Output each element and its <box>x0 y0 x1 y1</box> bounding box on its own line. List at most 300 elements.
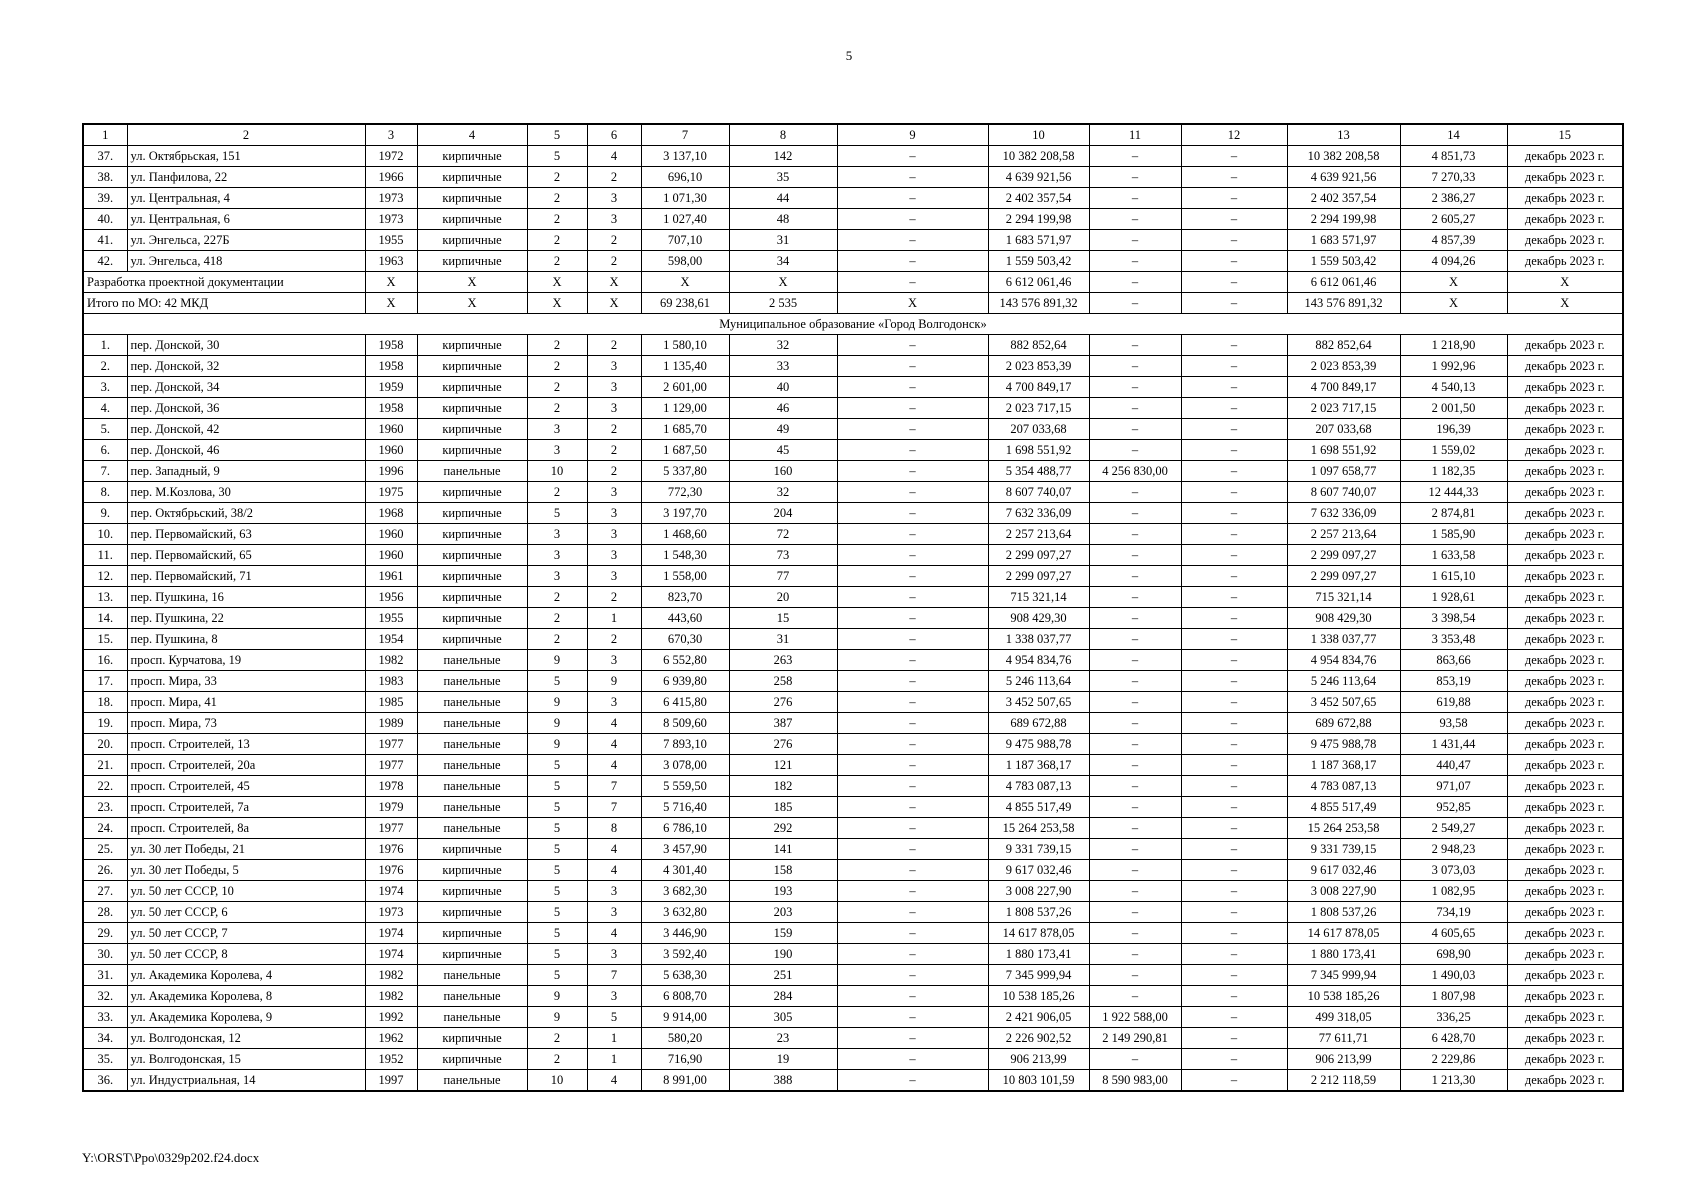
data-cell: 15 <box>729 608 837 629</box>
data-cell: – <box>1089 839 1181 860</box>
table-row <box>83 1049 1623 1070</box>
row-number-cell: 1. <box>83 335 127 356</box>
table-row <box>83 167 1623 188</box>
data-cell: 1 808 537,26 <box>1287 902 1400 923</box>
table-row <box>83 461 1623 482</box>
data-cell: – <box>837 944 988 965</box>
data-cell: 2 226 902,52 <box>988 1028 1089 1049</box>
column-number-cell: 14 <box>1400 124 1507 146</box>
address-cell: ул. Центральная, 4 <box>127 188 365 209</box>
data-cell: 1974 <box>365 923 417 944</box>
data-cell: 670,30 <box>641 629 729 650</box>
data-cell: 1 071,30 <box>641 188 729 209</box>
data-cell: – <box>1181 944 1287 965</box>
data-cell: 3 452 507,65 <box>1287 692 1400 713</box>
data-cell: декабрь 2023 г. <box>1507 146 1623 167</box>
data-cell: 2 299 097,27 <box>988 545 1089 566</box>
data-cell: – <box>837 986 988 1007</box>
data-cell: 1 683 571,97 <box>1287 230 1400 251</box>
data-cell: 772,30 <box>641 482 729 503</box>
address-cell: просп. Курчатова, 19 <box>127 650 365 671</box>
data-cell: 1 687,50 <box>641 440 729 461</box>
data-cell: 4 855 517,49 <box>1287 797 1400 818</box>
data-cell: 6 428,70 <box>1400 1028 1507 1049</box>
data-cell: – <box>1089 419 1181 440</box>
data-cell: – <box>837 377 988 398</box>
data-cell: – <box>1089 251 1181 272</box>
table-row <box>83 398 1623 419</box>
data-cell: 2 <box>527 335 587 356</box>
data-cell: 19 <box>729 1049 837 1070</box>
column-number-cell: 13 <box>1287 124 1400 146</box>
data-cell: 1 559,02 <box>1400 440 1507 461</box>
data-cell: кирпичные <box>417 188 527 209</box>
address-cell: просп. Мира, 41 <box>127 692 365 713</box>
data-cell: 204 <box>729 503 837 524</box>
data-cell: – <box>1089 398 1181 419</box>
data-cell: 10 382 208,58 <box>988 146 1089 167</box>
data-cell: 3 <box>527 545 587 566</box>
data-cell: 23 <box>729 1028 837 1049</box>
data-cell: декабрь 2023 г. <box>1507 692 1623 713</box>
column-number-cell: 6 <box>587 124 641 146</box>
table-row <box>83 650 1623 671</box>
table-row <box>83 944 1623 965</box>
data-cell: кирпичные <box>417 566 527 587</box>
data-cell: 2 149 290,81 <box>1089 1028 1181 1049</box>
data-cell: 4 954 834,76 <box>988 650 1089 671</box>
column-number-cell: 3 <box>365 124 417 146</box>
data-cell: 3 398,54 <box>1400 608 1507 629</box>
address-cell: ул. 50 лет СССР, 10 <box>127 881 365 902</box>
data-cell: 443,60 <box>641 608 729 629</box>
data-cell: – <box>1181 860 1287 881</box>
data-cell: 6 415,80 <box>641 692 729 713</box>
data-cell: декабрь 2023 г. <box>1507 944 1623 965</box>
data-cell: 2 023 717,15 <box>988 398 1089 419</box>
data-cell: 190 <box>729 944 837 965</box>
address-cell: ул. 30 лет Победы, 21 <box>127 839 365 860</box>
data-cell: – <box>837 545 988 566</box>
data-cell: 2 605,27 <box>1400 209 1507 230</box>
table-row <box>83 1070 1623 1092</box>
data-cell: 3 <box>527 524 587 545</box>
data-cell: – <box>1089 986 1181 1007</box>
data-cell: 8 <box>587 818 641 839</box>
data-cell: 2 023 717,15 <box>1287 398 1400 419</box>
data-cell: – <box>837 650 988 671</box>
data-cell: – <box>837 608 988 629</box>
data-cell: X <box>365 272 417 293</box>
data-cell: 1973 <box>365 188 417 209</box>
data-cell: 3 <box>587 503 641 524</box>
data-cell: – <box>1181 1028 1287 1049</box>
data-cell: 1963 <box>365 251 417 272</box>
row-number-cell: 40. <box>83 209 127 230</box>
data-cell: – <box>1181 818 1287 839</box>
data-cell: 33 <box>729 356 837 377</box>
data-cell: 4 <box>587 1070 641 1092</box>
data-cell: 9 <box>527 1007 587 1028</box>
row-number-cell: 9. <box>83 503 127 524</box>
data-cell: 10 <box>527 461 587 482</box>
data-cell: – <box>837 839 988 860</box>
row-number-cell: 10. <box>83 524 127 545</box>
data-cell: декабрь 2023 г. <box>1507 503 1623 524</box>
data-cell: – <box>1089 524 1181 545</box>
data-cell: декабрь 2023 г. <box>1507 965 1623 986</box>
data-cell: – <box>1089 440 1181 461</box>
data-cell: 45 <box>729 440 837 461</box>
data-cell: 251 <box>729 965 837 986</box>
data-cell: 1952 <box>365 1049 417 1070</box>
summary-label-cell: Разработка проектной документации <box>83 272 365 293</box>
data-cell: кирпичные <box>417 944 527 965</box>
data-cell: 8 607 740,07 <box>1287 482 1400 503</box>
address-cell: ул. Энгельса, 227Б <box>127 230 365 251</box>
data-cell: – <box>1089 608 1181 629</box>
data-cell: – <box>1089 650 1181 671</box>
data-cell: 1955 <box>365 608 417 629</box>
row-number-cell: 42. <box>83 251 127 272</box>
data-cell: 9 <box>527 650 587 671</box>
address-cell: ул. 50 лет СССР, 8 <box>127 944 365 965</box>
data-cell: 2 874,81 <box>1400 503 1507 524</box>
data-cell: 1 338 037,77 <box>1287 629 1400 650</box>
data-cell: 141 <box>729 839 837 860</box>
data-cell: 2 601,00 <box>641 377 729 398</box>
data-cell: 159 <box>729 923 837 944</box>
data-cell: 2 <box>527 1028 587 1049</box>
data-cell: панельные <box>417 713 527 734</box>
data-cell: – <box>837 923 988 944</box>
data-cell: 10 538 185,26 <box>1287 986 1400 1007</box>
row-number-cell: 24. <box>83 818 127 839</box>
data-cell: 9 617 032,46 <box>988 860 1089 881</box>
data-cell: 15 264 253,58 <box>988 818 1089 839</box>
data-cell: – <box>1181 503 1287 524</box>
data-cell: – <box>1181 419 1287 440</box>
data-cell: 2 001,50 <box>1400 398 1507 419</box>
data-cell: 143 576 891,32 <box>1287 293 1400 314</box>
data-cell: кирпичные <box>417 881 527 902</box>
data-cell: – <box>837 797 988 818</box>
data-cell: 9 <box>527 734 587 755</box>
data-cell: 3 592,40 <box>641 944 729 965</box>
data-cell: 10 538 185,26 <box>988 986 1089 1007</box>
data-cell: 4 <box>587 860 641 881</box>
data-cell: 2 <box>587 251 641 272</box>
table-row <box>83 881 1623 902</box>
data-cell: 2 <box>527 629 587 650</box>
data-cell: 185 <box>729 797 837 818</box>
data-cell: 707,10 <box>641 230 729 251</box>
data-cell: 3 073,03 <box>1400 860 1507 881</box>
address-cell: просп. Строителей, 13 <box>127 734 365 755</box>
table-row <box>83 419 1623 440</box>
data-cell: – <box>837 335 988 356</box>
data-cell: 182 <box>729 776 837 797</box>
data-cell: 715 321,14 <box>988 587 1089 608</box>
data-cell: – <box>837 419 988 440</box>
row-number-cell: 8. <box>83 482 127 503</box>
data-cell: 2 <box>587 629 641 650</box>
data-cell: 72 <box>729 524 837 545</box>
column-number-cell: 7 <box>641 124 729 146</box>
data-cell: 4 301,40 <box>641 860 729 881</box>
data-cell: 69 238,61 <box>641 293 729 314</box>
data-cell: – <box>1181 545 1287 566</box>
data-cell: декабрь 2023 г. <box>1507 461 1623 482</box>
data-cell: 305 <box>729 1007 837 1028</box>
data-cell: 5 <box>527 860 587 881</box>
data-cell: панельные <box>417 650 527 671</box>
data-cell: 715 321,14 <box>1287 587 1400 608</box>
data-cell: 1997 <box>365 1070 417 1092</box>
row-number-cell: 25. <box>83 839 127 860</box>
address-cell: пер. Пушкина, 16 <box>127 587 365 608</box>
address-cell: пер. Октябрьский, 38/2 <box>127 503 365 524</box>
data-cell: 440,47 <box>1400 755 1507 776</box>
data-cell: X <box>365 293 417 314</box>
data-cell: панельные <box>417 671 527 692</box>
data-cell: 1 187 368,17 <box>988 755 1089 776</box>
data-cell: 8 607 740,07 <box>988 482 1089 503</box>
data-cell: 1958 <box>365 335 417 356</box>
data-cell: – <box>1181 650 1287 671</box>
data-cell: X <box>1400 272 1507 293</box>
data-cell: 49 <box>729 419 837 440</box>
data-cell: декабрь 2023 г. <box>1507 629 1623 650</box>
data-cell: 10 <box>527 1070 587 1092</box>
data-cell: 863,66 <box>1400 650 1507 671</box>
address-cell: просп. Мира, 33 <box>127 671 365 692</box>
data-cell: 3 632,80 <box>641 902 729 923</box>
data-cell: – <box>837 188 988 209</box>
data-cell: 2 <box>527 608 587 629</box>
data-cell: – <box>1089 587 1181 608</box>
data-cell: 12 444,33 <box>1400 482 1507 503</box>
data-cell: 1960 <box>365 419 417 440</box>
data-cell: декабрь 2023 г. <box>1507 377 1623 398</box>
data-cell: 5 <box>527 881 587 902</box>
table-row <box>83 755 1623 776</box>
data-cell: панельные <box>417 986 527 1007</box>
data-cell: 7 893,10 <box>641 734 729 755</box>
data-cell: кирпичные <box>417 398 527 419</box>
data-cell: – <box>1089 146 1181 167</box>
design-documentation-row <box>83 272 1623 293</box>
data-cell: панельные <box>417 692 527 713</box>
data-cell: 1973 <box>365 209 417 230</box>
table-row <box>83 1007 1623 1028</box>
data-cell: 823,70 <box>641 587 729 608</box>
address-cell: ул. Волгодонская, 12 <box>127 1028 365 1049</box>
data-cell: 7 345 999,94 <box>1287 965 1400 986</box>
data-cell: 284 <box>729 986 837 1007</box>
data-cell: 2 386,27 <box>1400 188 1507 209</box>
data-cell: кирпичные <box>417 587 527 608</box>
data-cell: 5 638,30 <box>641 965 729 986</box>
data-cell: – <box>837 167 988 188</box>
data-cell: 1 <box>587 1049 641 1070</box>
data-cell: 121 <box>729 755 837 776</box>
data-cell: 2 <box>587 461 641 482</box>
row-number-cell: 6. <box>83 440 127 461</box>
column-number-row <box>83 124 1623 146</box>
data-cell: 2 <box>587 335 641 356</box>
data-cell: 3 <box>587 524 641 545</box>
page-number: 5 <box>845 48 853 63</box>
data-cell: – <box>1089 1049 1181 1070</box>
data-cell: 2 212 118,59 <box>1287 1070 1400 1092</box>
data-cell: 4 <box>587 146 641 167</box>
data-cell: 2 <box>527 377 587 398</box>
data-cell: декабрь 2023 г. <box>1507 188 1623 209</box>
data-cell: 1977 <box>365 818 417 839</box>
data-cell: декабрь 2023 г. <box>1507 986 1623 1007</box>
data-cell: – <box>1181 1007 1287 1028</box>
data-cell: панельные <box>417 818 527 839</box>
data-cell: – <box>1089 818 1181 839</box>
data-cell: 1989 <box>365 713 417 734</box>
address-cell: пер. Пушкина, 22 <box>127 608 365 629</box>
data-cell: 3 <box>587 650 641 671</box>
table-row <box>83 629 1623 650</box>
row-number-cell: 17. <box>83 671 127 692</box>
data-cell: 32 <box>729 482 837 503</box>
data-cell: 2 <box>587 419 641 440</box>
table-body <box>83 124 1623 1091</box>
data-cell: 3 <box>587 377 641 398</box>
data-cell: – <box>837 209 988 230</box>
data-cell: 2 549,27 <box>1400 818 1507 839</box>
table-row <box>83 671 1623 692</box>
data-cell: кирпичные <box>417 335 527 356</box>
data-cell: 1977 <box>365 734 417 755</box>
data-cell: – <box>1181 881 1287 902</box>
data-cell: – <box>1089 482 1181 503</box>
data-cell: – <box>1181 188 1287 209</box>
data-cell: 689 672,88 <box>1287 713 1400 734</box>
row-number-cell: 34. <box>83 1028 127 1049</box>
data-cell: – <box>1181 734 1287 755</box>
data-cell: кирпичные <box>417 377 527 398</box>
table-row <box>83 986 1623 1007</box>
data-cell: – <box>837 818 988 839</box>
data-cell: – <box>837 587 988 608</box>
address-cell: пер. Донской, 34 <box>127 377 365 398</box>
data-cell: 4 256 830,00 <box>1089 461 1181 482</box>
data-cell: – <box>1181 398 1287 419</box>
data-cell: 5 <box>527 923 587 944</box>
data-cell: X <box>587 272 641 293</box>
data-cell: кирпичные <box>417 839 527 860</box>
data-cell: – <box>1181 902 1287 923</box>
data-cell: X <box>417 272 527 293</box>
data-cell: 716,90 <box>641 1049 729 1070</box>
address-cell: ул. 50 лет СССР, 7 <box>127 923 365 944</box>
data-cell: – <box>837 1007 988 1028</box>
address-cell: ул. Академика Королева, 8 <box>127 986 365 1007</box>
data-cell: 3 <box>587 881 641 902</box>
data-cell: 1982 <box>365 986 417 1007</box>
data-cell: панельные <box>417 965 527 986</box>
row-number-cell: 13. <box>83 587 127 608</box>
table-row <box>83 545 1623 566</box>
table-row <box>83 797 1623 818</box>
data-cell: 203 <box>729 902 837 923</box>
data-cell: 3 <box>587 545 641 566</box>
data-cell: – <box>1089 965 1181 986</box>
data-cell: 7 632 336,09 <box>1287 503 1400 524</box>
data-cell: 2 257 213,64 <box>988 524 1089 545</box>
data-cell: – <box>837 734 988 755</box>
data-cell: 1 338 037,77 <box>988 629 1089 650</box>
data-cell: 336,25 <box>1400 1007 1507 1028</box>
data-cell: – <box>1089 356 1181 377</box>
data-cell: – <box>837 713 988 734</box>
data-cell: 1 922 588,00 <box>1089 1007 1181 1028</box>
data-cell: 276 <box>729 734 837 755</box>
table-row <box>83 860 1623 881</box>
data-cell: 1 880 173,41 <box>1287 944 1400 965</box>
data-cell: кирпичные <box>417 419 527 440</box>
data-cell: – <box>837 461 988 482</box>
row-number-cell: 14. <box>83 608 127 629</box>
data-cell: – <box>1181 692 1287 713</box>
data-cell: 2 294 199,98 <box>1287 209 1400 230</box>
table-row <box>83 608 1623 629</box>
table-row <box>83 923 1623 944</box>
data-cell: 3 <box>527 440 587 461</box>
row-number-cell: 12. <box>83 566 127 587</box>
data-cell: 2 <box>527 209 587 230</box>
data-cell: 1 548,30 <box>641 545 729 566</box>
data-cell: 1975 <box>365 482 417 503</box>
data-cell: кирпичные <box>417 251 527 272</box>
data-cell: 5 <box>527 797 587 818</box>
data-cell: 1 097 658,77 <box>1287 461 1400 482</box>
data-cell: 2 299 097,27 <box>1287 545 1400 566</box>
data-cell: кирпичные <box>417 608 527 629</box>
data-cell: – <box>837 692 988 713</box>
column-number-cell: 5 <box>527 124 587 146</box>
data-cell: – <box>1181 1049 1287 1070</box>
data-cell: 10 803 101,59 <box>988 1070 1089 1092</box>
data-cell: 1972 <box>365 146 417 167</box>
address-cell: пер. Донской, 32 <box>127 356 365 377</box>
data-cell: X <box>417 293 527 314</box>
data-cell: 1 182,35 <box>1400 461 1507 482</box>
data-cell: 1960 <box>365 545 417 566</box>
data-cell: декабрь 2023 г. <box>1507 734 1623 755</box>
address-cell: пер. М.Козлова, 30 <box>127 482 365 503</box>
data-cell: 1978 <box>365 776 417 797</box>
data-cell: – <box>1181 587 1287 608</box>
data-cell: 2 <box>587 587 641 608</box>
address-cell: просп. Строителей, 8а <box>127 818 365 839</box>
data-cell: 5 246 113,64 <box>1287 671 1400 692</box>
data-cell: 5 354 488,77 <box>988 461 1089 482</box>
data-cell: 598,00 <box>641 251 729 272</box>
table-row <box>83 209 1623 230</box>
data-cell: кирпичные <box>417 230 527 251</box>
data-cell: панельные <box>417 461 527 482</box>
table-row <box>83 335 1623 356</box>
data-cell: 1961 <box>365 566 417 587</box>
data-cell: 5 <box>527 839 587 860</box>
